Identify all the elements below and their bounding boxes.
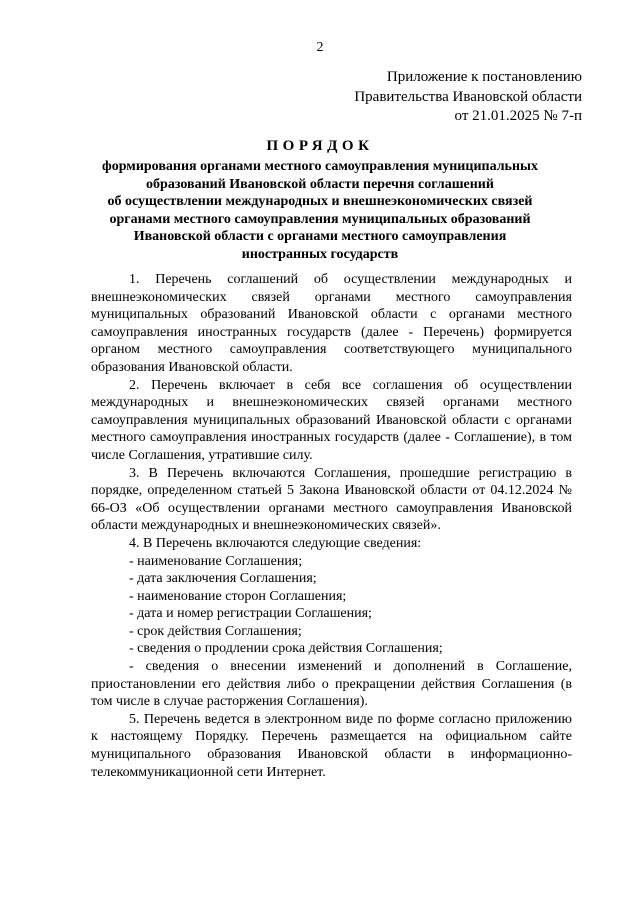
list-item: - дата заключения Соглашения; <box>129 571 317 587</box>
paragraph-4-intro: 4. В Перечень включаются следующие сведения: <box>129 535 422 551</box>
appendix-line-2: Правительства Ивановской области <box>354 88 582 105</box>
list-item: - дата и номер регистрации Соглашения; <box>129 606 372 622</box>
paragraph-5: 5. Перечень ведется в электронном виде по форме согласно приложению к настоящему Порядку. Перечень размещается на официальном сайте муниципального образования Ивановской области в информационно-телекоммуникационной сети Интернет. <box>91 711 572 780</box>
subtitle-line: Ивановской области с органами местного самоуправления <box>133 229 507 244</box>
appendix-line-1: Приложение к постановлению <box>386 69 582 85</box>
subtitle-line: иностранных государств <box>241 246 399 262</box>
list-item: - наименование сторон Соглашения; <box>129 588 347 604</box>
appendix-line-3: от 21.01.2025 № 7-п <box>454 108 582 124</box>
paragraph-2: 2. Перечень включает в себя все соглашения об осуществлении международных и внешнеэкономических связей органами местного самоуправления муниципальных образований Ивановской области с органами местного самоуправления иностранных государств (далее - Соглашение), в том числе Соглашения, утратившие силу. <box>91 377 572 463</box>
document-title: ПОРЯДОК <box>266 138 374 154</box>
page-number: 2 <box>316 40 324 55</box>
document-body <box>91 271 572 781</box>
appendix-header <box>354 68 582 127</box>
subtitle-line: формирования органами местного самоуправления муниципальных <box>102 159 538 174</box>
subtitle-line: об осуществлении международных и внешнеэкономических связей <box>107 194 533 209</box>
list-item: - наименование Соглашения; <box>129 553 303 569</box>
list-item: - сведения о продлении срока действия Соглашения; <box>129 641 443 657</box>
list-item: - срок действия Соглашения; <box>129 623 302 639</box>
subtitle-line: органами местного самоуправления муниципальных образований <box>109 211 531 227</box>
document-subtitle <box>70 158 570 263</box>
paragraph-1: 1. Перечень соглашений об осуществлении международных и внешнеэкономических связей органами местного самоуправления муниципальных образований Ивановской области с органами местного самоуправления иностранных государств (далее - Перечень) формируется органом местного самоуправления соответствующего муниципального образования Ивановской области. <box>91 272 572 375</box>
paragraph-3: 3. В Перечень включаются Соглашения, прошедшие регистрацию в порядке, определенном статьей 5 Закона Ивановской области от 04.12.2024 № 66-ОЗ «Об осуществлении органами местного самоуправления Ивановской области международных и внешнеэкономических связей». <box>91 465 572 534</box>
list-item: - сведения о внесении изменений и дополнений в Соглашение, приостановлении его действия либо о прекращении действия Соглашения (в том числе в случае расторжения Соглашения). <box>91 659 572 710</box>
subtitle-line: образований Ивановской области перечня соглашений <box>146 176 494 192</box>
